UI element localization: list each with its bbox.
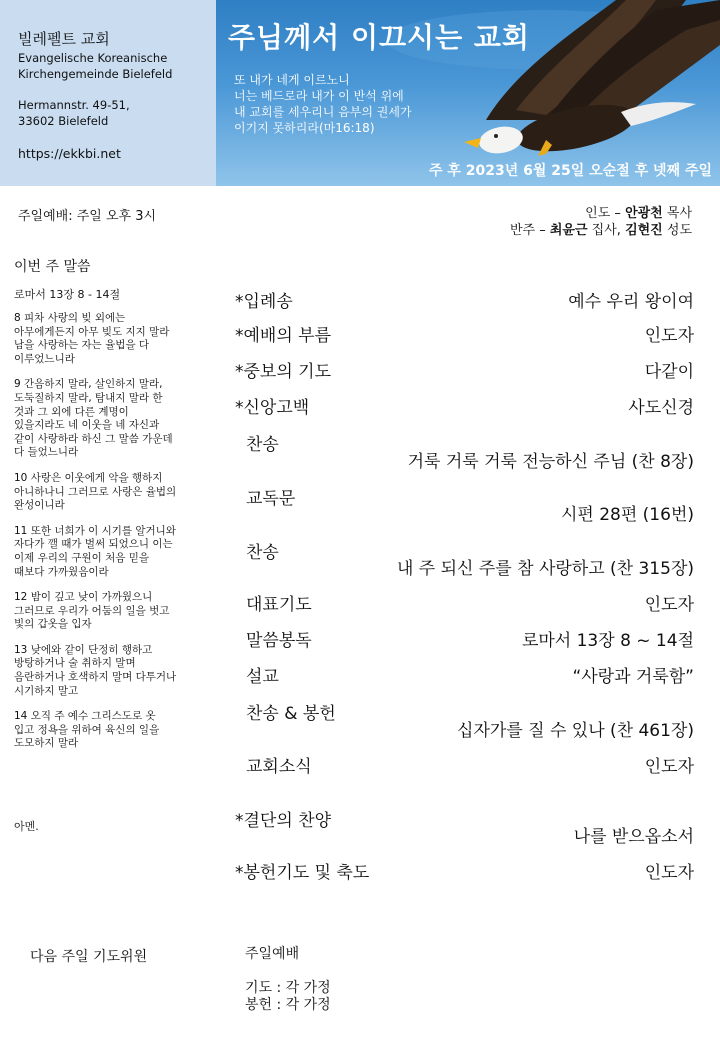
order-item-label: *예배의 부름 bbox=[235, 326, 332, 346]
order-item-value: 거룩 거룩 거룩 전능하신 주님 (찬 8장) bbox=[407, 452, 694, 472]
banner-verse-line: 또 내가 네게 이르노니 bbox=[234, 73, 350, 87]
prayer-assignment: 기도 : 각 가정 bbox=[245, 980, 331, 996]
verse-block bbox=[14, 710, 214, 751]
verse-line: 8 피차 사랑의 빚 외에는 bbox=[14, 312, 126, 324]
verse-line: 12 밤이 깊고 낮이 가까웠으니 bbox=[14, 591, 153, 604]
order-item-label: 찬송 & 봉헌 bbox=[246, 704, 336, 724]
verse-line: 남을 사랑하는 자는 율법을 다 bbox=[14, 339, 150, 352]
scripture-verses bbox=[14, 312, 214, 763]
verse-line: 시기하지 말고 bbox=[14, 684, 79, 697]
service-time: 주일예배: 주일 오후 3시 bbox=[18, 209, 157, 224]
banner-verse-line: 내 교회를 세우리니 음부의 권세가 bbox=[234, 105, 412, 119]
order-item-value: 인도자 bbox=[644, 863, 694, 883]
verse-line: 자다가 깰 때가 벌써 되었으니 이는 bbox=[14, 538, 173, 551]
verse-line: 입고 정욕을 위하여 육신의 일을 bbox=[14, 723, 160, 736]
verse-line: 아무에게든지 아무 빚도 지지 말라 bbox=[14, 325, 170, 338]
leader-prefix: 인도 – bbox=[585, 206, 626, 221]
banner-verse-line: 이기지 못하리라(마16:18) bbox=[234, 121, 375, 135]
order-item-label: 교회소식 bbox=[246, 757, 312, 777]
order-item-value: 시편 28편 (16번) bbox=[560, 505, 694, 525]
verse-line: 방탕하거나 술 취하지 말며 bbox=[14, 657, 136, 670]
next-sunday-service bbox=[245, 946, 331, 1014]
banner-title: 주님께서 이끄시는 교회 bbox=[228, 21, 530, 54]
order-item-label: 찬송 bbox=[246, 543, 279, 563]
verse-block bbox=[14, 378, 214, 460]
weekly-word-title: 이번 주 말씀 bbox=[14, 259, 91, 275]
church-name-german-2: Kirchengemeinde Bielefeld bbox=[18, 67, 173, 81]
church-info-panel bbox=[0, 0, 216, 186]
verse-block bbox=[14, 591, 214, 632]
order-item-value: 다같이 bbox=[644, 362, 694, 382]
order-item-label: 대표기도 bbox=[246, 595, 312, 615]
order-item-value: “사랑과 거룩함” bbox=[572, 667, 694, 687]
verse-line: 이루었느니라 bbox=[14, 352, 75, 365]
order-item-label: *신앙고백 bbox=[235, 398, 310, 418]
leader-name: 안광천 bbox=[625, 206, 663, 221]
accompanist-line bbox=[510, 222, 692, 239]
church-street: Hermannstr. 49-51, bbox=[18, 98, 130, 112]
church-name: 빌레펠트 교회 bbox=[18, 30, 110, 48]
verse-block bbox=[14, 312, 214, 366]
prayer-committee-title: 다음 주일 기도위원 bbox=[30, 949, 148, 965]
order-item-value: 사도신경 bbox=[628, 398, 694, 418]
passage-reference: 로마서 13장 8 - 14절 bbox=[14, 288, 121, 301]
verse-line: 다 들었느니라 bbox=[14, 446, 79, 459]
verse-line: 도둑질하지 말라, 탐내지 말라 한 bbox=[14, 391, 163, 404]
accomp-title: 성도 bbox=[662, 223, 692, 238]
verse-block bbox=[14, 644, 214, 698]
verse-block bbox=[14, 472, 214, 513]
leader-line bbox=[510, 205, 692, 222]
order-item-value: 십자가를 질 수 있나 (찬 461장) bbox=[457, 721, 694, 741]
verse-line: 같이 사랑하라 하신 그 말씀 가운데 bbox=[14, 432, 173, 445]
order-item-label: 교독문 bbox=[246, 489, 296, 509]
order-item-label: *입례송 bbox=[235, 292, 293, 312]
church-website-link[interactable]: https://ekkbi.net bbox=[18, 146, 121, 161]
verse-line: 그러므로 우리가 어둠의 일을 벗고 bbox=[14, 604, 170, 617]
verse-line: 때보다 가까웠음이라 bbox=[14, 565, 109, 578]
order-item-value: 내 주 되신 주를 참 사랑하고 (찬 315장) bbox=[396, 559, 694, 579]
service-leaders bbox=[510, 205, 692, 239]
verse-line: 13 낮에와 같이 단정히 행하고 bbox=[14, 643, 153, 656]
order-item-value: 예수 우리 왕이여 bbox=[568, 292, 694, 312]
verse-block bbox=[14, 525, 214, 579]
verse-line: 음란하거나 호색하지 말며 다투거나 bbox=[14, 671, 177, 684]
banner-verse-line: 너는 베드로라 내가 이 반석 위에 bbox=[234, 89, 404, 103]
header-banner bbox=[216, 0, 720, 186]
accomp-mid: 집사, bbox=[587, 223, 626, 238]
verse-line: 이제 우리의 구원이 처음 믿을 bbox=[14, 551, 150, 564]
order-item-label: *결단의 찬양 bbox=[235, 811, 332, 831]
verse-line: 완성이니라 bbox=[14, 499, 65, 512]
verse-line: 빛의 갑옷을 입자 bbox=[14, 618, 92, 631]
verse-line: 9 간음하지 말라, 살인하지 말라, bbox=[14, 378, 163, 391]
service-label: 주일예배 bbox=[245, 946, 300, 962]
accomp-name-1: 최윤근 bbox=[549, 223, 588, 238]
verse-line: 도모하지 말라 bbox=[14, 737, 79, 750]
accomp-name-2: 김현진 bbox=[625, 223, 663, 238]
order-item-value: 인도자 bbox=[644, 326, 694, 346]
order-item-label: 설교 bbox=[246, 667, 279, 687]
verse-line: 10 사랑은 이웃에게 악을 행하지 bbox=[14, 471, 163, 484]
verse-line: 아니하나니 그러므로 사랑은 율법의 bbox=[14, 485, 177, 498]
order-item-label: 말씀봉독 bbox=[246, 631, 312, 651]
order-item-value: 로마서 13장 8 ~ 14절 bbox=[521, 631, 694, 651]
order-item-label: *중보의 기도 bbox=[235, 362, 332, 382]
accomp-prefix: 반주 – bbox=[509, 223, 550, 238]
banner-verse bbox=[234, 72, 412, 136]
service-date: 주 후 2023년 6월 25일 오순절 후 넷째 주일 bbox=[429, 163, 712, 179]
church-city: 33602 Bielefeld bbox=[18, 114, 109, 128]
verse-line: 14 오직 주 예수 그리스도로 옷 bbox=[14, 710, 156, 723]
order-item-value: 인도자 bbox=[644, 595, 694, 615]
order-item-label: 찬송 bbox=[246, 435, 279, 455]
verse-line: 있을지라도 네 이웃을 네 자신과 bbox=[14, 419, 160, 432]
order-item-value: 인도자 bbox=[644, 757, 694, 777]
church-name-german-1: Evangelische Koreanische bbox=[18, 51, 168, 65]
order-item-value: 나를 받으옵소서 bbox=[573, 827, 694, 847]
amen: 아멘. bbox=[14, 820, 39, 833]
verse-line: 11 또한 너희가 이 시기를 알거니와 bbox=[14, 524, 176, 537]
verse-line: 것과 그 외에 다른 계명이 bbox=[14, 405, 129, 418]
leader-title: 목사 bbox=[662, 206, 692, 221]
order-item-label: *봉헌기도 및 축도 bbox=[235, 863, 370, 883]
offering-assignment: 봉헌 : 각 가정 bbox=[245, 997, 331, 1013]
